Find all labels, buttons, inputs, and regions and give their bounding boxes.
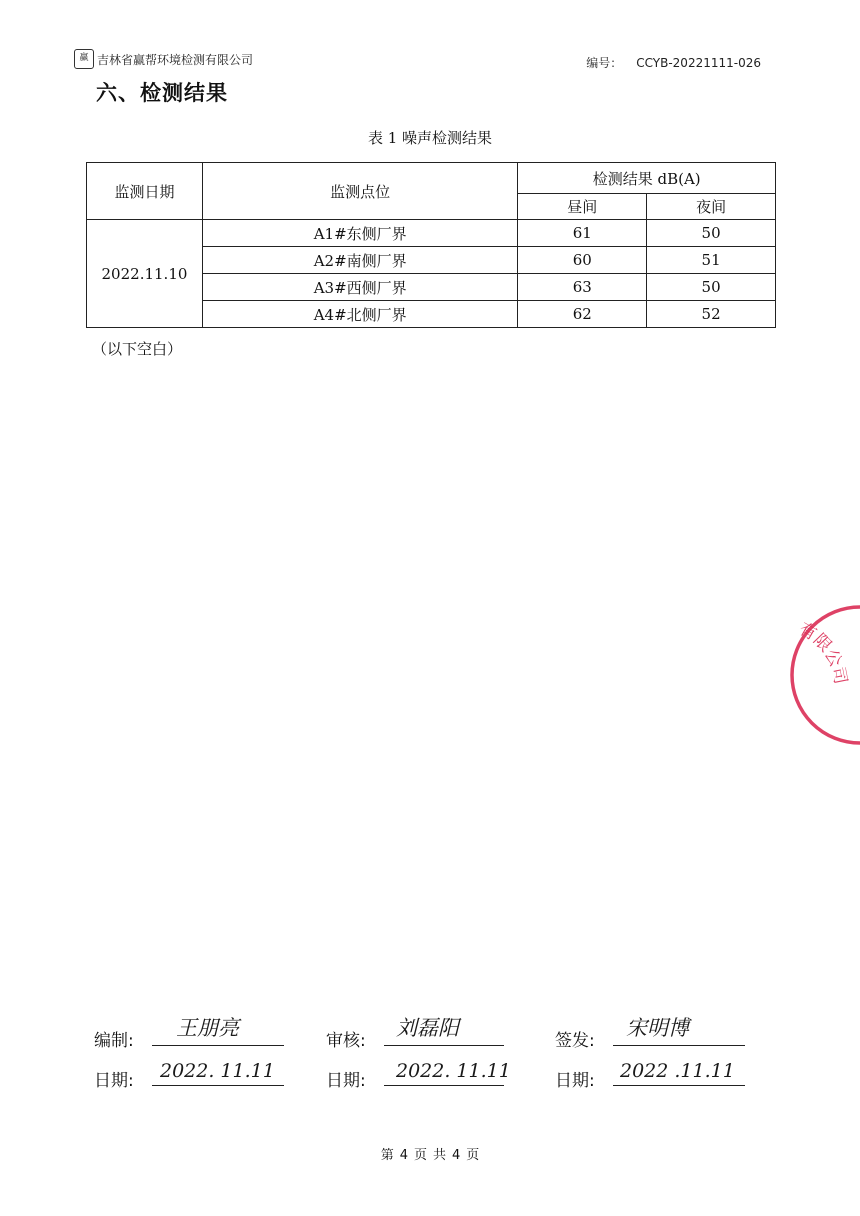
issued-date-line (613, 1085, 745, 1086)
footer-total-pages: 4 (452, 1148, 461, 1163)
cell-date: 2022.11.10 (87, 220, 203, 328)
cell-day: 63 (518, 274, 647, 301)
cell-day: 60 (518, 247, 647, 274)
cell-point: A2#南侧厂界 (202, 247, 517, 274)
cell-point: A3#西侧厂界 (202, 274, 517, 301)
company-logo: 赢 (74, 49, 94, 69)
header-monitoring-point: 监测点位 (202, 163, 517, 220)
cell-night: 52 (647, 301, 776, 328)
reviewed-signature: 刘磊阳 (396, 1016, 459, 1040)
document-number (586, 54, 761, 71)
document-number-label: 编号： (586, 56, 623, 70)
header-test-result: 检测结果 dB(A) (518, 163, 776, 194)
footer-prefix: 第 (380, 1148, 394, 1163)
svg-text:有限公司 (795, 619, 850, 686)
header-daytime: 昼间 (518, 194, 647, 220)
footer-total-word: 页 (466, 1148, 480, 1163)
cell-point: A1#东侧厂界 (202, 220, 517, 247)
compiled-line (152, 1045, 284, 1046)
header-nighttime: 夜间 (647, 194, 776, 220)
cell-day: 61 (518, 220, 647, 247)
header-monitoring-date: 监测日期 (87, 163, 203, 220)
blank-note: （以下空白） (92, 340, 183, 358)
cell-night: 50 (647, 220, 776, 247)
compiled-label: 编制: (94, 1031, 134, 1051)
issued-line (613, 1045, 745, 1046)
company-name: 吉林省赢帮环境检测有限公司 (97, 53, 254, 67)
issued-date: 2022 .11.11 (620, 1060, 735, 1082)
document-number-value: CCYB-20221111-026 (636, 56, 761, 70)
reviewed-date-label: 日期: (326, 1071, 366, 1091)
reviewed-date: 2022. 11.11 (396, 1060, 511, 1082)
issued-signature: 宋明博 (626, 1016, 689, 1040)
cell-day: 62 (518, 301, 647, 328)
compiled-date: 2022. 11.11 (160, 1060, 275, 1082)
reviewed-line (384, 1045, 504, 1046)
compiled-signature: 王朋亮 (176, 1016, 239, 1040)
company-seal (760, 600, 860, 750)
table-caption: 表 1 噪声检测结果 (367, 129, 493, 147)
cell-night: 51 (647, 247, 776, 274)
reviewed-date-line (384, 1085, 504, 1086)
footer-total-prefix: 共 (433, 1148, 447, 1163)
reviewed-label: 审核: (326, 1031, 366, 1051)
noise-results-table (86, 162, 776, 328)
cell-night: 50 (647, 274, 776, 301)
compiled-date-line (152, 1085, 284, 1086)
section-title: 六、检测结果 (96, 81, 228, 105)
seal-text: 有限公司 (795, 618, 851, 686)
issued-date-label: 日期: (555, 1071, 595, 1091)
cell-point: A4#北侧厂界 (202, 301, 517, 328)
footer-page-number: 4 (399, 1148, 408, 1163)
issued-label: 签发: (555, 1031, 595, 1051)
page-footer (0, 1144, 860, 1163)
footer-page-word: 页 (413, 1148, 427, 1163)
table-row (87, 220, 776, 247)
compiled-date-label: 日期: (94, 1071, 134, 1091)
